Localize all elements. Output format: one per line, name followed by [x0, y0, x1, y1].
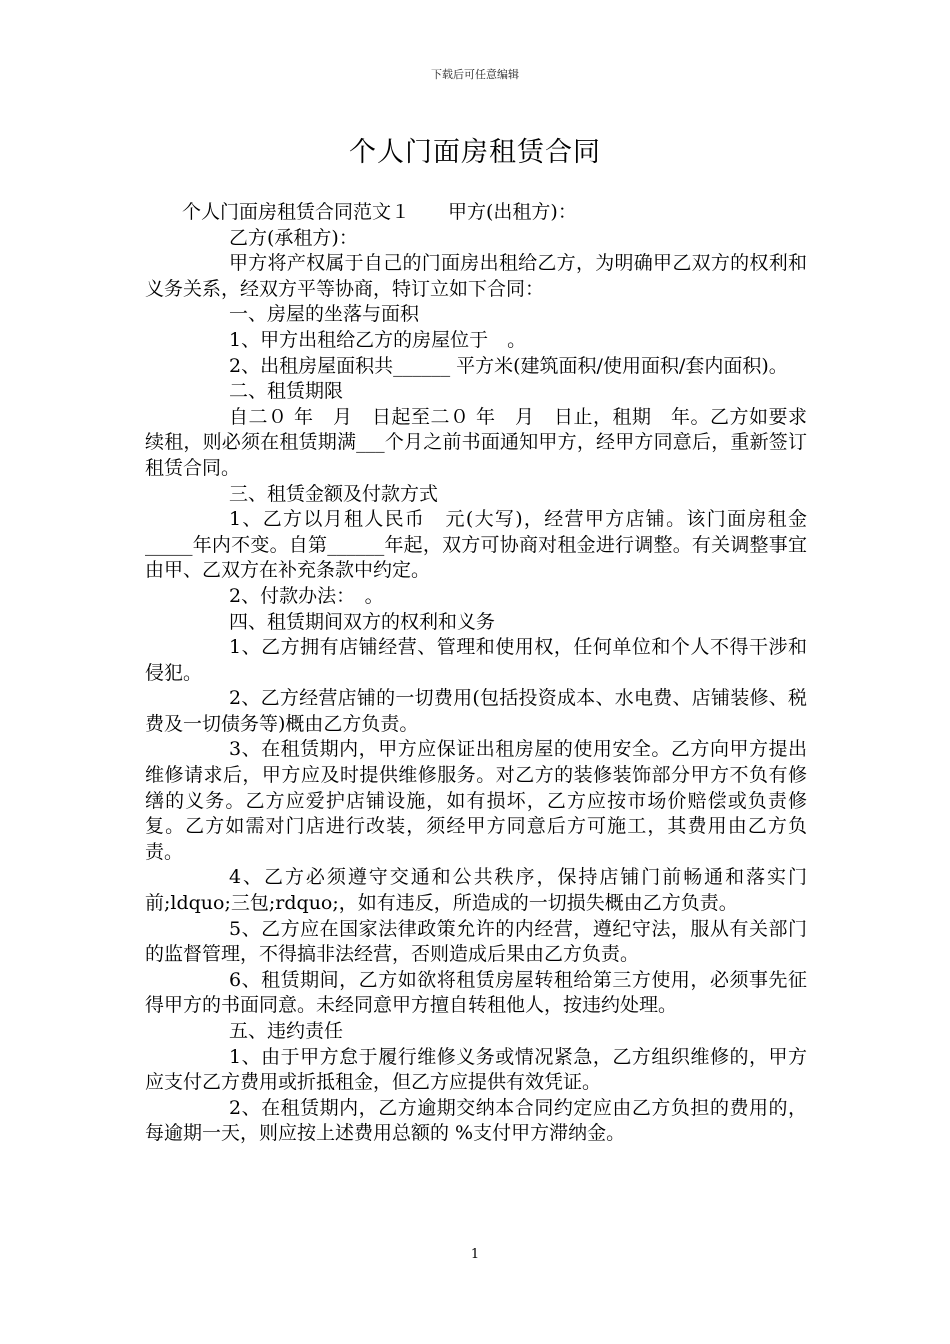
- page-number: 1: [470, 1247, 480, 1262]
- section-heading: 三、租赁金额及付款方式: [229, 482, 439, 505]
- party-b-line: 乙方(承租方)：: [229, 226, 358, 249]
- clause-paragraph: 1、乙方以月租人民币 元(大写)，经营甲方店铺。该门面房租金_____年内不变。自第______年起，双方可协商对租金进行调整。有关调整事宜由甲、乙双方在补充条款中约定。: [145, 508, 807, 582]
- intro-line: 个人门面房租赁合同范文１ 甲方(出租方)：: [182, 201, 577, 223]
- section-heading: 五、违约责任: [229, 1020, 344, 1042]
- clause-paragraph: 1、由于甲方怠于履行维修义务或情况紧急，乙方组织维修的，甲方应支付乙方费用或折抵租金，但乙方应提供有效凭证。: [145, 1045, 807, 1094]
- clause-paragraph: 2、在租赁期内，乙方逾期交纳本合同约定应由乙方负担的费用的，每逾期一天，则应按上述费用总额的 %支付甲方滞纳金。: [145, 1096, 807, 1145]
- clause-paragraph: 2、乙方经营店铺的一切费用(包括投资成本、水电费、店铺装修、税费及一切债务等)概由乙方负责。: [145, 687, 807, 735]
- contract-body: [145, 200, 807, 1147]
- clause-paragraph: 4、乙方必须遵守交通和公共秩序，保持店铺门前畅通和落实门前;ldquo;三包;rdquo;，如有违反，所造成的一切损失概由乙方负责。: [145, 866, 807, 915]
- section-heading: 一、房屋的坐落与面积: [229, 303, 420, 326]
- clause-paragraph: 1、甲方出租给乙方的房屋位于 。: [229, 328, 527, 351]
- clause-paragraph: 3、在租赁期内，甲方应保证出租房屋的使用安全。乙方向甲方提出维修请求后，甲方应及时提供维修服务。对乙方的装修装饰部分甲方不负有修缮的义务。乙方应爱护店铺设施，如有损坏，乙方应按市场价赔偿或负责修复。乙方如需对门店进行改装，须经甲方同意后方可施工，其费用由乙方负责。: [145, 738, 807, 863]
- section-heading: 四、租赁期间双方的权利和义务: [229, 610, 496, 633]
- clause-paragraph: 2、出租房屋面积共______ 平方米(建筑面积/使用面积/套内面积)。: [229, 354, 788, 377]
- preamble-paragraph: 甲方将产权属于自己的门面房出租给乙方，为明确甲乙双方的权利和义务关系，经双方平等协商，特订立如下合同：: [145, 252, 807, 300]
- document-title: 个人门面房租赁合同: [349, 137, 601, 168]
- header-note: 下载后可任意编辑: [431, 68, 519, 81]
- clause-paragraph: 1、乙方拥有店铺经营、管理和使用权，任何单位和个人不得干涉和侵犯。: [145, 636, 807, 684]
- clause-paragraph: 自二０ 年 月 日起至二０ 年 月 日止，租期 年。乙方如要求续租，则必须在租赁期满___个月之前书面通知甲方，经甲方同意后，重新签订租赁合同。: [145, 405, 807, 479]
- clause-paragraph: 2、付款办法： 。: [229, 584, 384, 607]
- clause-paragraph: 6、租赁期间，乙方如欲将租赁房屋转租给第三方使用，必须事先征得甲方的书面同意。未经同意甲方擅自转租他人，按违约处理。: [145, 968, 807, 1017]
- clause-paragraph: 5、乙方应在国家法律政策允许的内经营，遵纪守法，服从有关部门的监督管理，不得搞非法经营，否则造成后果由乙方负责。: [145, 917, 807, 966]
- section-heading: 二、租赁期限: [229, 380, 344, 403]
